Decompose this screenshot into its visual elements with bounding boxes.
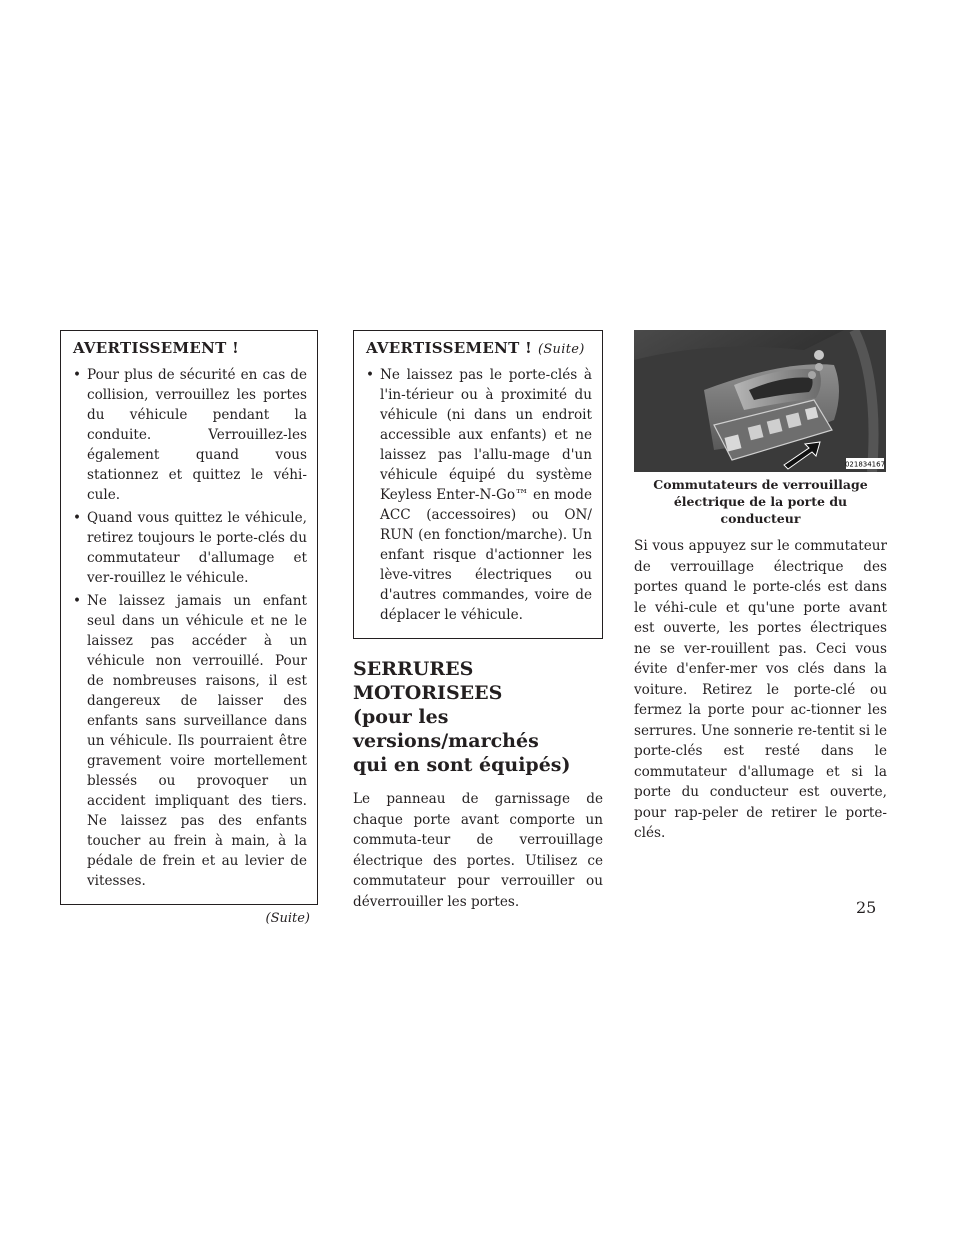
- warning-list: [73, 365, 307, 891]
- page-number: 25: [856, 898, 877, 917]
- warning-box-middle: [353, 330, 603, 639]
- list-item: • Ne laissez pas le porte-clés à l'in-térieur ou à proximité du véhicule (ni dans un endroit accessible aux enfants) et ne laissez pas l'allu-mage d'un véhicule équipé du système Keyless Enter-N-Go™ en mode ACC (accessoires) ou ON/ RUN (en fonction/marche). Un enfant risque d'actionner les lève-vitres électriques ou d'autres commandes, voire de déplacer le véhicule.: [366, 367, 592, 623]
- bullet: •: [366, 367, 375, 383]
- figure-caption: Commutateurs de verrouillage électrique de la porte du conducteur: [653, 477, 868, 526]
- left-column: [60, 330, 318, 926]
- bullet: •: [73, 510, 82, 526]
- list-item: • Pour plus de sécurité en cas de collision, verrouillez les portes du véhicule pendant la conduite. Verrouillez-les également quand vous stationnez et quittez le véhi-cule.: [73, 367, 307, 503]
- suite-label: (Suite): [537, 342, 585, 357]
- warning-box-left: [60, 330, 318, 905]
- continued-label: (Suite): [265, 911, 310, 926]
- list-item: • Quand vous quittez le véhicule, retirez toujours le porte-clés du commutateur d'allumage et ver-rouillez le véhicule.: [73, 510, 307, 586]
- section-body: Le panneau de garnissage de chaque porte avant comporte un commuta-teur de verrouillage électrique des portes. Utilisez ce commutateur pour verrouiller ou déverrouiller les portes.: [353, 791, 603, 910]
- bullet: •: [73, 367, 82, 383]
- warning-title: AVERTISSEMENT !: [73, 339, 239, 357]
- door-lock-switch-photo: [634, 330, 886, 472]
- image-code: 021834167: [844, 460, 886, 469]
- warning-list: [366, 365, 592, 625]
- middle-column: [353, 330, 603, 912]
- right-body-text: Si vous appuyez sur le commutateur de verrouillage électrique des portes quand le porte-clés est dans le véhi-cule et qu'une porte avant est ouverte, les portes électriques ne se ver-rouillent pas. Ceci vous évite d'enfer-mer vos clés dans la voiture. Retirez le porte-clé ou fermez la porte pour ac-tionner les serrures. Une sonnerie re-tentit si le porte-clés est resté dans le commutateur d'allumage et si la porte du conducteur est ouverte, pour rap-peler de retirer le porte-clés.: [634, 538, 887, 841]
- list-item: • Ne laissez jamais un enfant seul dans un véhicule et ne le laissez pas accéder à un véhicule non verrouillé. Pour de nombreuses raisons, il est dangereux de laisser des enfants sans surveillance dans un véhicule. Ils pourraient être gravement voire mortellement blessés ou provoquer un accident impliquant des tiers. Ne laissez pas des enfants toucher au frein à main, à la pédale de frein et au levier de vitesses.: [73, 593, 307, 889]
- section-title: SERRURES MOTORISEES (pour les versions/marchés qui en sont équipés): [353, 658, 571, 776]
- warning-title: AVERTISSEMENT ! (Suite): [366, 339, 585, 357]
- right-column: [634, 330, 887, 844]
- bullet: •: [73, 593, 82, 609]
